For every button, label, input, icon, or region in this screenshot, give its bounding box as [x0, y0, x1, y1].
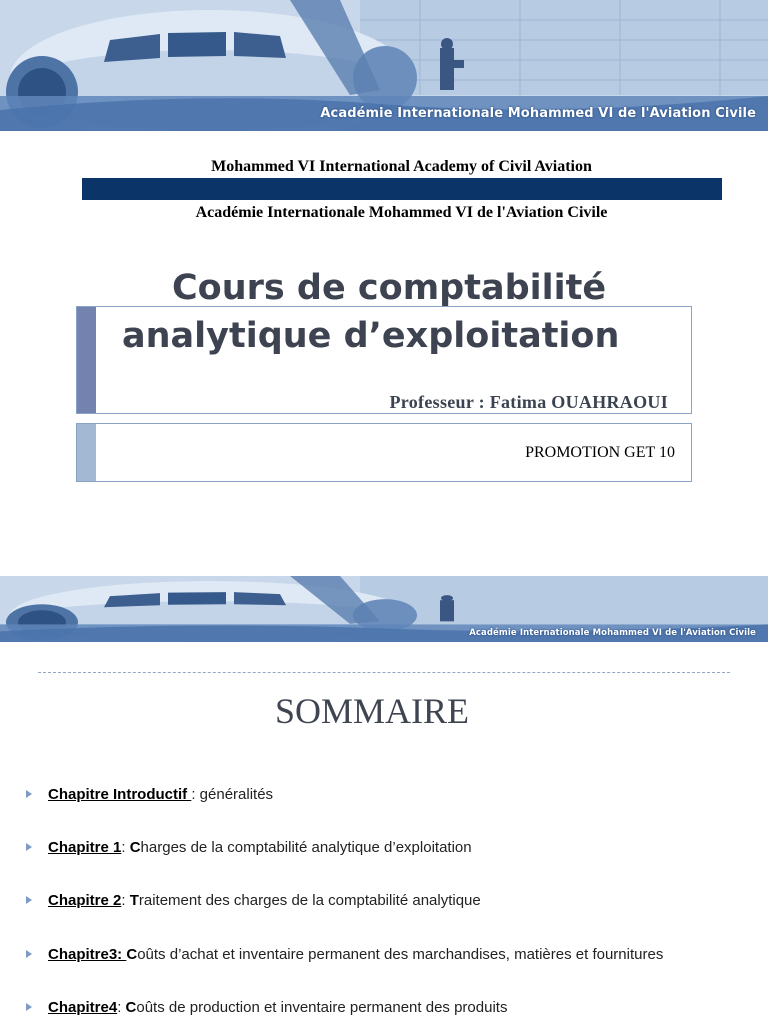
navy-divider-bar [82, 178, 722, 200]
banner-caption: Académie Internationale Mohammed VI de l'Aviation Civile [469, 628, 756, 638]
banner-caption: Académie Internationale Mohammed VI de l'Aviation Civile [320, 106, 756, 121]
sommaire-heading: SOMMAIRE [274, 691, 470, 731]
promotion-label: PROMOTION GET 10 [525, 444, 675, 461]
course-title [122, 264, 672, 360]
triangle-bullet-icon [26, 896, 32, 904]
chapter-label: Chapitre4 [48, 999, 118, 1016]
header-banner-slide2 [0, 576, 768, 642]
promotion-accent-bar [77, 424, 96, 481]
triangle-bullet-icon [26, 950, 32, 958]
chapter-separator: : [121, 839, 130, 856]
chapter-separator: : [117, 999, 126, 1016]
toc-item-chapter-2 [26, 891, 766, 911]
triangle-bullet-icon [26, 843, 32, 851]
dashed-divider [38, 672, 730, 673]
toc-item-chapter-3 [26, 945, 766, 965]
chapter-separator: : [191, 786, 200, 803]
chapter-initial: T [129, 892, 139, 909]
chapter-initial: C [126, 946, 138, 963]
chapter-description: oûts de production et inventaire permanent des produits [136, 999, 508, 1016]
chapter-description: oûts d’achat et inventaire permanent des marchandises, matières et fournitures [137, 946, 664, 963]
professor-name: Professeur : Fatima OUAHRAOUI [389, 392, 668, 412]
chapter-description: généralités [199, 786, 274, 803]
course-title-line1: Cours de comptabilité [172, 268, 607, 308]
chapter-label: Chapitre Introductif [48, 786, 192, 803]
triangle-bullet-icon [26, 1003, 32, 1011]
academy-name-french: Académie Internationale Mohammed VI de l'Aviation Civile [195, 204, 608, 221]
chapter-separator: : [121, 892, 130, 909]
academy-name-english: Mohammed VI International Academy of Civil Aviation [211, 158, 592, 175]
chapter-initial: C [125, 999, 137, 1016]
triangle-bullet-icon [26, 790, 32, 798]
promotion-box [76, 423, 692, 482]
toc-item-chapter-1 [26, 838, 766, 858]
chapter-description: raitement des charges de la comptabilité analytique [138, 892, 481, 909]
toc-item-intro [26, 785, 766, 805]
course-title-line2: analytique d’exploitation [122, 316, 620, 356]
toc-item-chapter-4 [26, 998, 766, 1018]
chapter-description: harges de la comptabilité analytique d’exploitation [140, 839, 472, 856]
chapter-initial: C [129, 839, 141, 856]
chapter-label: Chapitre 2 [48, 892, 122, 909]
title-accent-bar [77, 307, 96, 413]
header-banner [0, 0, 768, 131]
chapter-label: Chapitre3: [48, 946, 127, 963]
chapter-label: Chapitre 1 [48, 839, 122, 856]
